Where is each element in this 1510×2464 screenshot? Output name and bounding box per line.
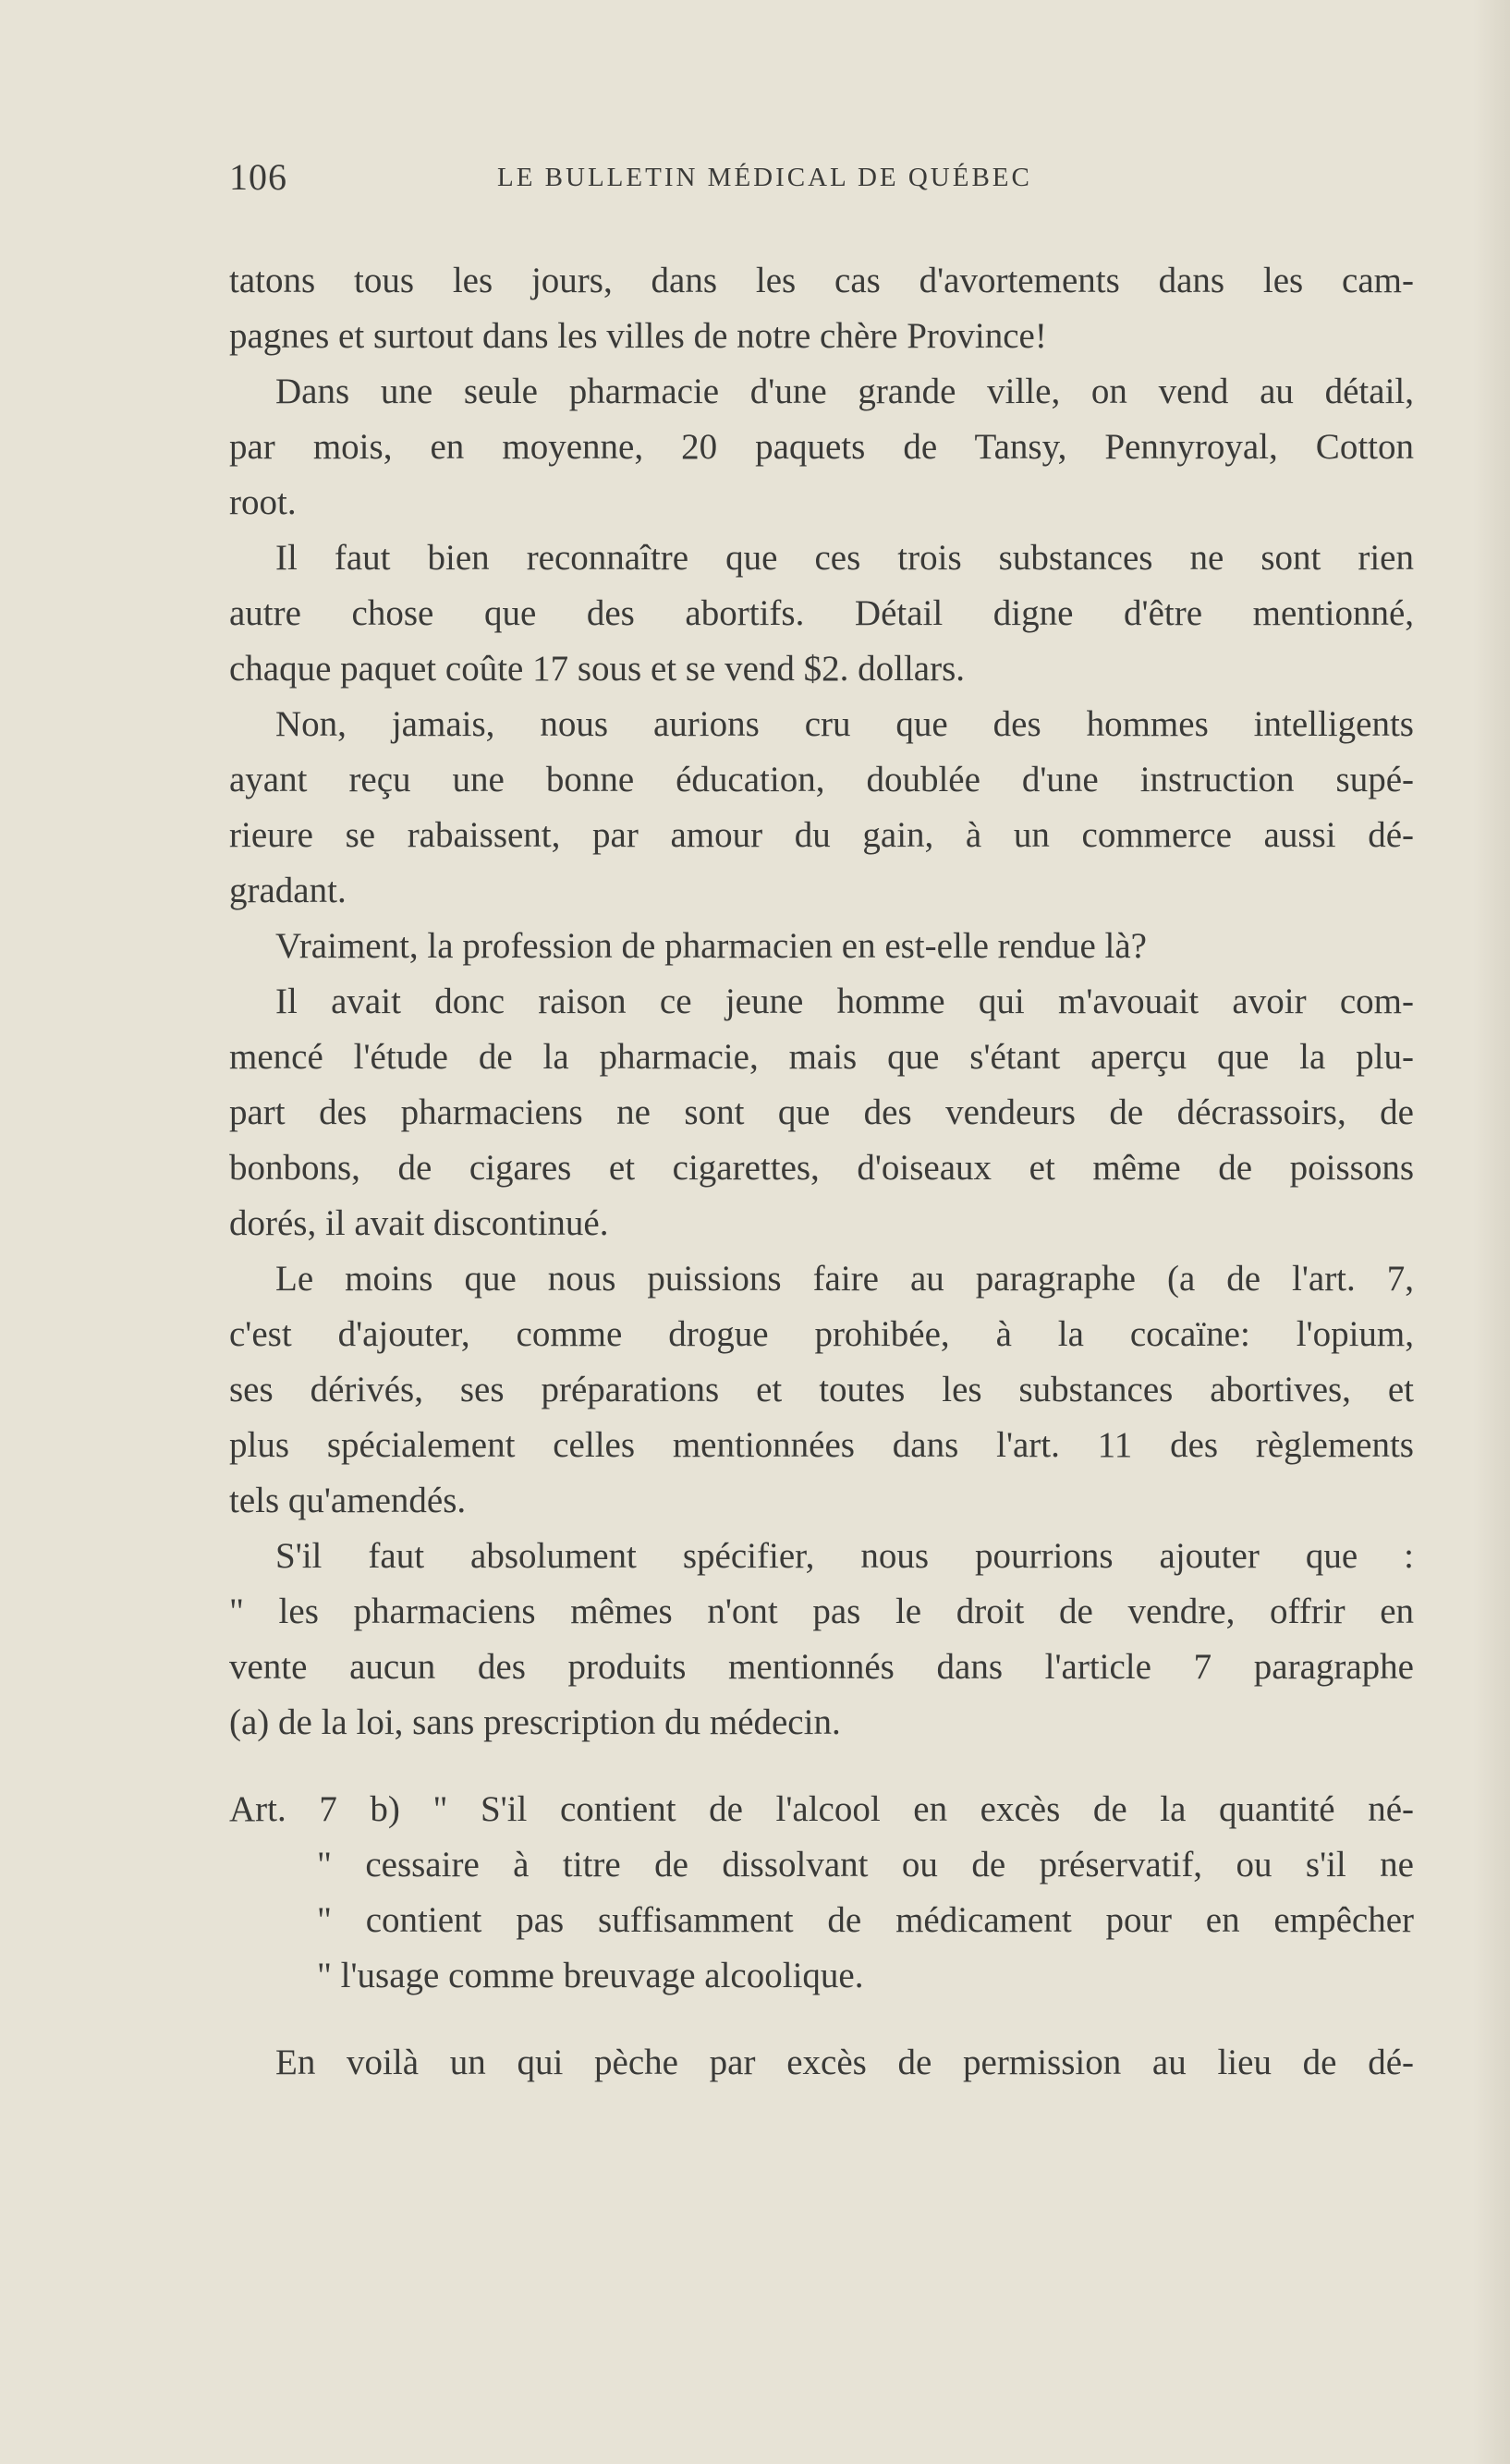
text-line: gradant. bbox=[229, 871, 347, 910]
paragraph bbox=[229, 974, 1414, 1251]
text-line: rieure se rabaissent, par amour du gain, à un commerce aussi dé- bbox=[229, 815, 1414, 855]
section-gap bbox=[229, 2004, 1414, 2035]
page-number: 106 bbox=[229, 156, 287, 198]
article-body bbox=[229, 253, 1414, 2091]
text-line: vente aucun des produits mentionnés dans l'article 7 paragraphe bbox=[229, 1647, 1414, 1687]
text-line: part des pharmaciens ne sont que des vendeurs de décrassoirs, de bbox=[229, 1092, 1414, 1132]
quote-line: Art. 7 b) " S'il contient de l'alcool en excès de la quantité né- bbox=[229, 1789, 1414, 1829]
text-line: Non, jamais, nous aurions cru que des hommes intelligents bbox=[275, 704, 1414, 744]
text-line: Il avait donc raison ce jeune homme qui m'avouait avoir com- bbox=[275, 982, 1414, 1021]
text-line: Vraiment, la profession de pharmacien en est-elle rendue là? bbox=[275, 926, 1147, 966]
text-line: par mois, en moyenne, 20 paquets de Tansy, Pennyroyal, Cotton bbox=[229, 427, 1414, 467]
text-line: chaque paquet coûte 17 sous et se vend $2. dollars. bbox=[229, 649, 966, 689]
text-line: ayant reçu une bonne éducation, doublée d'une instruction supé- bbox=[229, 760, 1414, 799]
quote-line: " l'usage comme breuvage alcoolique. bbox=[317, 1956, 864, 1995]
text-line: S'il faut absolument spécifier, nous pourrions ajouter que : bbox=[275, 1536, 1414, 1576]
text-line: " les pharmaciens mêmes n'ont pas le droit de vendre, offrir en bbox=[229, 1592, 1414, 1631]
text-line: pagnes et surtout dans les villes de notre chère Province! bbox=[229, 316, 1047, 356]
text-line: bonbons, de cigares et cigarettes, d'oiseaux et même de poissons bbox=[229, 1148, 1414, 1188]
paragraph bbox=[229, 364, 1414, 531]
page-header bbox=[229, 155, 1414, 201]
text-line: dorés, il avait discontinué. bbox=[229, 1203, 609, 1243]
paragraph bbox=[229, 919, 1414, 974]
text-line: Il faut bien reconnaître que ces trois substances ne sont rien bbox=[275, 538, 1414, 578]
text-line: (a) de la loi, sans prescription du médecin. bbox=[229, 1702, 841, 1742]
quote-line: " contient pas suffisamment de médicament pour en empêcher bbox=[317, 1900, 1414, 1940]
text-line: plus spécialement celles mentionnées dans l'art. 11 des règlements bbox=[229, 1425, 1414, 1465]
paragraph bbox=[229, 697, 1414, 919]
text-line: mencé l'étude de la pharmacie, mais que s'étant aperçu que la plu- bbox=[229, 1037, 1414, 1077]
page-edge-shadow bbox=[1473, 0, 1510, 2464]
text-line: ses dérivés, ses préparations et toutes les substances abortives, et bbox=[229, 1370, 1414, 1409]
text-line: Le moins que nous puissions faire au paragraphe (a de l'art. 7, bbox=[275, 1259, 1414, 1299]
text-line: root. bbox=[229, 482, 297, 522]
text-line: tatons tous les jours, dans les cas d'avortements dans les cam- bbox=[229, 261, 1414, 300]
text-line: c'est d'ajouter, comme drogue prohibée, à la cocaïne: l'opium, bbox=[229, 1314, 1414, 1354]
section-gap bbox=[229, 1750, 1414, 1782]
paragraph bbox=[229, 1251, 1414, 1529]
quote-line: " cessaire à titre de dissolvant ou de préservatif, ou s'il ne bbox=[317, 1845, 1414, 1885]
paragraph bbox=[229, 2035, 1414, 2091]
quoted-article bbox=[229, 1782, 1414, 2004]
text-line: Dans une seule pharmacie d'une grande ville, on vend au détail, bbox=[275, 372, 1414, 411]
running-title: LE BULLETIN MÉDICAL DE QUÉBEC bbox=[497, 163, 1032, 192]
paragraph bbox=[229, 253, 1414, 364]
paragraph bbox=[229, 1529, 1414, 1750]
text-line: tels qu'amendés. bbox=[229, 1481, 467, 1520]
text-line: autre chose que des abortifs. Détail digne d'être mentionné, bbox=[229, 593, 1414, 633]
text-line: En voilà un qui pèche par excès de permission au lieu de dé- bbox=[275, 2043, 1414, 2082]
paragraph bbox=[229, 531, 1414, 697]
